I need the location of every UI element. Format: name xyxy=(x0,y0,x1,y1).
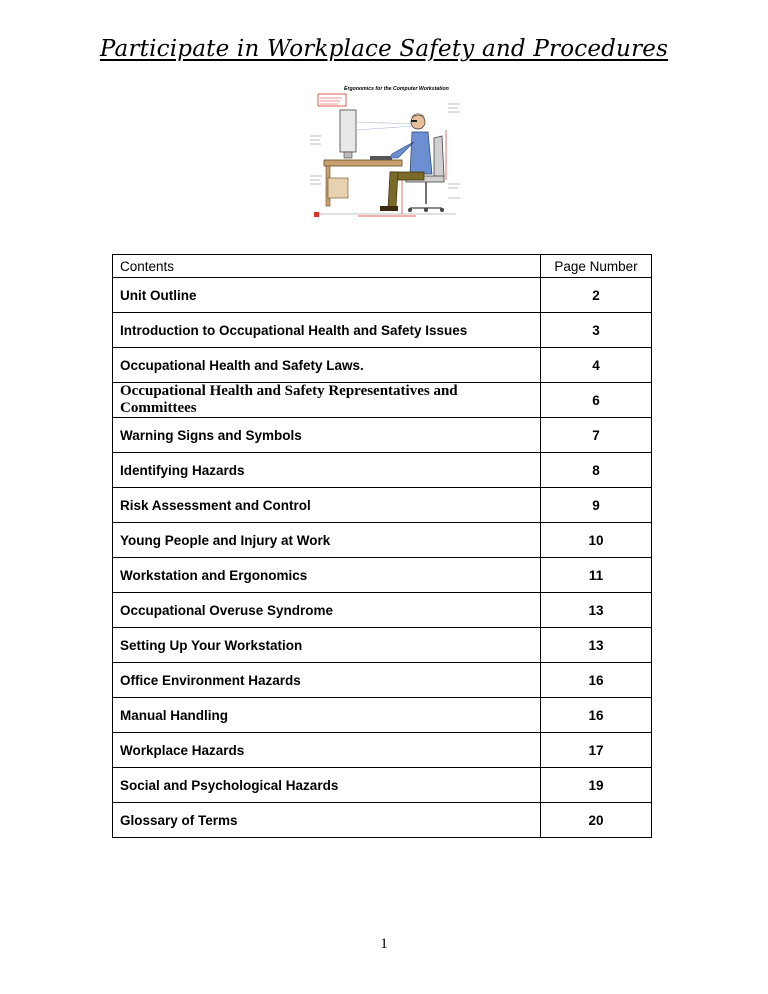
table-row xyxy=(113,418,652,453)
section-page: 10 xyxy=(541,523,652,558)
table-row xyxy=(113,348,652,383)
section-title: Office Environment Hazards xyxy=(113,663,541,698)
section-title: Risk Assessment and Control xyxy=(113,488,541,523)
section-title: Occupational Health and Safety Laws. xyxy=(113,348,541,383)
table-row xyxy=(113,698,652,733)
contents-table xyxy=(112,254,652,838)
section-page: 13 xyxy=(541,593,652,628)
table-row xyxy=(113,453,652,488)
table-header-row xyxy=(113,255,652,278)
table-row xyxy=(113,488,652,523)
section-page: 20 xyxy=(541,803,652,838)
section-title: Introduction to Occupational Health and Safety Issues xyxy=(113,313,541,348)
table-row xyxy=(113,733,652,768)
section-title: Setting Up Your Workstation xyxy=(113,628,541,663)
section-page: 9 xyxy=(541,488,652,523)
section-title: Manual Handling xyxy=(113,698,541,733)
section-page: 2 xyxy=(541,278,652,313)
section-page: 19 xyxy=(541,768,652,803)
section-title: Occupational Health and Safety Representatives and Committees xyxy=(113,383,541,418)
table-row xyxy=(113,313,652,348)
section-title: Occupational Overuse Syndrome xyxy=(113,593,541,628)
ergonomic-workstation-icon xyxy=(306,80,464,222)
section-title: Unit Outline xyxy=(113,278,541,313)
table-row xyxy=(113,558,652,593)
section-title: Young People and Injury at Work xyxy=(113,523,541,558)
section-page: 7 xyxy=(541,418,652,453)
section-page: 17 xyxy=(541,733,652,768)
page-number: 1 xyxy=(380,936,388,952)
section-page: 16 xyxy=(541,698,652,733)
table-row xyxy=(113,593,652,628)
section-page: 13 xyxy=(541,628,652,663)
section-page: 4 xyxy=(541,348,652,383)
figure-caption: Ergonomics for the Computer Workstation xyxy=(344,86,449,92)
section-title: Social and Psychological Hazards xyxy=(113,768,541,803)
section-title: Identifying Hazards xyxy=(113,453,541,488)
table-row xyxy=(113,663,652,698)
table-row xyxy=(113,383,652,418)
table-row xyxy=(113,768,652,803)
table-row xyxy=(113,803,652,838)
section-title: Glossary of Terms xyxy=(113,803,541,838)
section-page: 3 xyxy=(541,313,652,348)
document-title: Participate in Workplace Safety and Procedures xyxy=(99,36,669,62)
table-row xyxy=(113,523,652,558)
contents-header: Contents xyxy=(113,255,541,278)
ergonomics-illustration xyxy=(306,80,464,222)
section-page: 16 xyxy=(541,663,652,698)
section-page: 8 xyxy=(541,453,652,488)
section-page: 6 xyxy=(541,383,652,418)
section-title: Warning Signs and Symbols xyxy=(113,418,541,453)
table-row xyxy=(113,278,652,313)
section-title: Workplace Hazards xyxy=(113,733,541,768)
section-page: 11 xyxy=(541,558,652,593)
page-number-header: Page Number xyxy=(541,255,652,278)
table-row xyxy=(113,628,652,663)
section-title: Workstation and Ergonomics xyxy=(113,558,541,593)
